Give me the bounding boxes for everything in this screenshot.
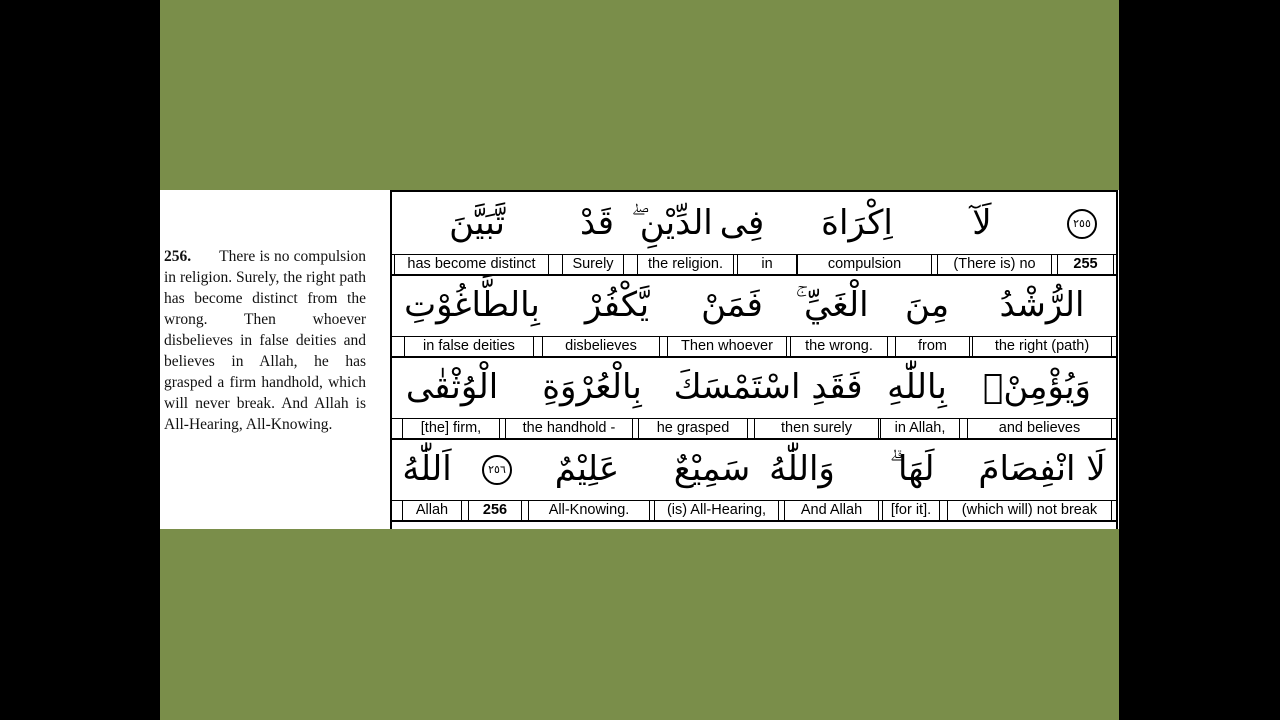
arabic-word: بِالْعُرْوَةِ bbox=[542, 367, 642, 407]
verse-number-cell: 255 bbox=[1057, 254, 1114, 274]
english-line bbox=[392, 418, 1116, 440]
english-gloss: from bbox=[895, 336, 970, 356]
english-gloss: in Allah, bbox=[880, 418, 960, 438]
english-gloss: (which will) not break bbox=[947, 500, 1112, 520]
arabic-word: اِكْرَاهَ bbox=[821, 203, 893, 243]
english-gloss: the wrong. bbox=[790, 336, 888, 356]
english-line bbox=[392, 336, 1116, 358]
arabic-word: لَا انْفِصَامَ bbox=[978, 449, 1106, 489]
arabic-word: الْوُثْقٰى bbox=[405, 367, 499, 407]
english-gloss: Surely bbox=[562, 254, 624, 274]
english-gloss: Then whoever bbox=[667, 336, 787, 356]
english-gloss: then surely bbox=[754, 418, 879, 438]
english-line bbox=[392, 500, 1116, 522]
arabic-word: فِى bbox=[719, 203, 765, 243]
english-gloss: (There is) no bbox=[937, 254, 1052, 274]
next-row-cutoff bbox=[392, 522, 1116, 529]
ayah-number-marker: ٢٥٦ bbox=[482, 455, 512, 485]
arabic-word: اسْتَمْسَكَ bbox=[673, 367, 801, 407]
english-gloss: Allah bbox=[402, 500, 462, 520]
english-gloss: in bbox=[737, 254, 797, 274]
arabic-word: وَاللّٰهُ bbox=[769, 449, 835, 489]
arabic-word: قَدْ bbox=[579, 203, 615, 243]
word-by-word-grid bbox=[390, 190, 1118, 529]
quran-page bbox=[160, 190, 1119, 529]
translation-block bbox=[164, 246, 366, 435]
english-gloss: the handhold - bbox=[505, 418, 633, 438]
english-line bbox=[392, 254, 1116, 276]
arabic-word: لَهَا ۗ bbox=[889, 449, 935, 489]
arabic-word: يَّكْفُرْ bbox=[584, 285, 650, 325]
translation-text: There is no compulsion in religion. Surely, the right path has become distinct from the wrong. Then whoever disbelieves in false deities and believes in Allah, he has grasped a firm handhold, which will never break. And Allah is All-Hearing, All-Knowing. bbox=[164, 248, 366, 433]
english-gloss: All-Knowing. bbox=[528, 500, 650, 520]
english-gloss: has become distinct bbox=[394, 254, 549, 274]
arabic-word: سَمِيْعٌ bbox=[673, 449, 751, 489]
arabic-word: لَآ bbox=[972, 203, 992, 243]
arabic-word: الدِّيْنِ ۖ bbox=[631, 203, 713, 243]
arabic-word: وَيُؤْمِنْۢ bbox=[983, 367, 1091, 407]
arabic-line bbox=[392, 356, 1116, 419]
arabic-word: تَّبَيَّنَ bbox=[449, 203, 505, 243]
english-gloss: disbelieves bbox=[542, 336, 660, 356]
english-gloss: And Allah bbox=[784, 500, 879, 520]
arabic-word: فَقَدِ bbox=[811, 367, 863, 407]
arabic-line bbox=[392, 192, 1116, 255]
english-gloss: and believes bbox=[967, 418, 1112, 438]
english-gloss: [for it]. bbox=[882, 500, 940, 520]
video-frame bbox=[160, 0, 1119, 720]
english-gloss: (is) All-Hearing, bbox=[654, 500, 779, 520]
english-gloss: [the] firm, bbox=[402, 418, 500, 438]
arabic-word: عَلِيْمٌ bbox=[554, 449, 620, 489]
verse-number: 256. bbox=[164, 248, 192, 265]
verse-number-cell: 256 bbox=[468, 500, 522, 520]
arabic-word: الرُّشْدُ bbox=[999, 285, 1085, 325]
arabic-word: بِاللّٰهِ bbox=[887, 367, 947, 407]
ayah-number-marker: ٢٥٥ bbox=[1067, 209, 1097, 239]
english-gloss: the religion. bbox=[637, 254, 734, 274]
arabic-line bbox=[392, 274, 1116, 337]
english-gloss: the right (path) bbox=[972, 336, 1112, 356]
arabic-word: الْغَيِّ ۚ bbox=[795, 285, 869, 325]
arabic-line bbox=[392, 438, 1116, 501]
arabic-word: مِنَ bbox=[904, 285, 950, 325]
arabic-word: بِالطَّاغُوْتِ bbox=[404, 285, 540, 325]
english-gloss: in false deities bbox=[404, 336, 534, 356]
english-gloss: compulsion bbox=[797, 254, 932, 274]
arabic-word: فَمَنْ bbox=[701, 285, 763, 325]
arabic-word: اَللّٰهُ bbox=[402, 449, 452, 489]
english-gloss: he grasped bbox=[638, 418, 748, 438]
